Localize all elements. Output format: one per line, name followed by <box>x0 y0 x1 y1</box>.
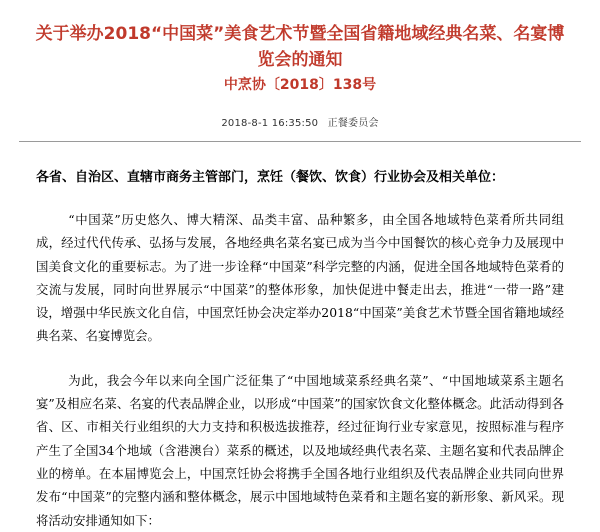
notice-title: 关于举办2018“中国菜”美食艺术节暨全国省籍地域经典名菜、名宴博览会的通知 <box>35 24 565 70</box>
publish-date: 2018-8-1 16:35:50 <box>221 118 319 129</box>
divider <box>19 141 581 142</box>
paragraph-activity: 为此，我会今年以来向全国广泛征集了“中国地域菜系经典名菜”、“中国地域菜系主题名宴”及相应名菜、名宴的代表品牌企业，以形成“中国菜”的国家饮食文化整体概念。此活动得到各省、区、市相关行业组织的大力支持和积极选拔推荐，经过征询行业专家意见，按照标准与程序产生了全国34个地域（含港澳台）菜系的概述，以及地域经典代表名菜、主题名宴和代表品牌企业的榜单。在本届博览会上，中国烹饪协会将携手全国各地行业组织及代表品牌企业共同向世界发布“中国菜”的完整内涵和整体概念，展示中国地域特色菜肴和主题名宴的新形象、新风采。现将活动安排通知如下： <box>36 372 564 528</box>
salutation: 各省、自治区、直辖市商务主管部门，烹饪（餐饮、饮食）行业协会及相关单位： <box>36 170 505 185</box>
publish-info <box>0 114 600 129</box>
publish-department: 正餐委员会 <box>327 118 379 129</box>
document-number: 中烹协〔2018〕138号 <box>223 77 377 93</box>
paragraph-intro: “中国菜”历史悠久、博大精深、品类丰富、品种繁多，由全国各地域特色菜肴所共同组成，经过代代传承、弘扬与发展，各地经典名菜名宴已成为当今中国餐饮的核心竞争力及展现中国美食文化的重要标志。为了进一步诠释“中国菜”科学完整的内涵，促进全国各地域特色菜肴的交流与发展，同时向世界展示“中国菜”的整体形象，加快促进中餐走出去，推进“一带一路”建设，增强中华民族文化自信，中国烹饪协会决定举办2018“中国菜”美食艺术节暨全国省籍地域经典名菜、名宴博览会。 <box>36 212 564 344</box>
